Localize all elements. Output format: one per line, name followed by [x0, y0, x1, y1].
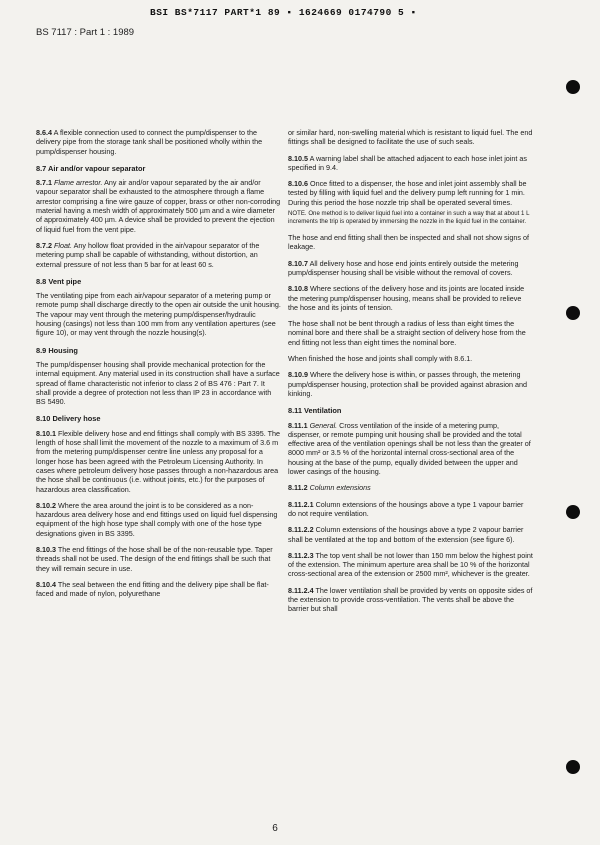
clause-text: All delivery hose and hose end joints entirely outside the metering pump/dispenser housing shall be visible without the removal of covers. — [288, 258, 519, 277]
clause-text: A flexible connection used to connect the pump/dispenser to the delivery pipe from the storage tank shall be positioned wholly within the pump/dispenser housing. — [36, 128, 263, 156]
right-text-column — [288, 128, 533, 621]
clause-number: 8.6.4 — [36, 128, 52, 137]
clause-paragraph — [288, 586, 533, 614]
clause-number: 8.7.2 — [36, 240, 52, 250]
clause-number: 8.10.8 — [288, 284, 308, 294]
clause-paragraph — [288, 319, 533, 347]
clause-text: The hose shall not be bent through a radius of less than eight times the nominal bore and there shall be a straight section of delivery hose from the end fitting not less than eight times the nominal bore. — [288, 319, 526, 347]
clause-paragraph — [288, 259, 533, 278]
scan-header-stamp: BSI BS*7117 PART*1 89 ▪ 1624669 0174790 5 ▪ — [150, 7, 417, 18]
clause-paragraph — [288, 354, 533, 363]
section-heading: 8.11 Ventilation — [288, 406, 342, 416]
clause-paragraph — [36, 545, 281, 573]
clause-number: 8.10.2 — [36, 500, 56, 510]
punch-hole-bottom — [566, 760, 580, 774]
clause-text: Flexible delivery hose and end fittings shall comply with BS 3395. The length of hose shall limit the movement of the nozzle to a maximum of 3.6 m from the metering pump/dispenser centre line unless any proposal for a longer hose has been agreed with the Petroleum Licensing Authority. In cases where petroleum delivery hose passes through a non-hazardous area the hose shall be continuous (i.e. without joints, etc.) for the purposes of hazardous area classification. — [36, 428, 280, 494]
section-heading: 8.7 Air and/or vapour separator — [36, 163, 146, 173]
clause-text: A warning label shall be attached adjacent to each hose inlet joint as specified in 9.4. — [288, 153, 527, 172]
punch-hole-lower — [566, 505, 580, 519]
clause-text: Where the area around the joint is to be considered as a non-hazardous area delivery hose and end fittings used on liquid fuel dispensing equipment of the high hose type shall comply with one of the hose type designations given in BS 3395. — [36, 500, 278, 538]
clause-number: 8.10.4 — [36, 579, 56, 589]
clause-number: 8.10.6 — [288, 179, 308, 189]
clause-paragraph — [288, 233, 533, 252]
page-number: 6 — [272, 823, 278, 834]
clause-number: 8.11.2.4 — [288, 585, 314, 595]
clause-number: 8.10.7 — [288, 258, 308, 268]
clause-paragraph — [36, 178, 281, 234]
punch-hole-top — [566, 80, 580, 94]
section-heading: 8.9 Housing — [36, 345, 78, 355]
clause-paragraph — [288, 421, 533, 477]
clause-text: Where the delivery hose is within, or passes through, the metering pump/dispenser housing, protection shall be provided against abrasion and kinking. — [288, 370, 527, 398]
clause-number: 8.11.2.1 — [288, 499, 314, 509]
clause-paragraph — [288, 128, 533, 147]
clause-paragraph — [36, 580, 281, 599]
left-text-column — [36, 128, 281, 605]
section-heading: 8.10 Delivery hose — [36, 414, 101, 424]
clause-text: The ventilating pipe from each air/vapour separator of a metering pump or remote pump shall discharge directly to the open air outside the unit housing. The vapour may vent through the metering pump/dispenser/hydraulic housing (casings) not less than 100 mm from any ventilation apertures (see figure 10), or may vent through the nozzle housing(s). — [36, 291, 281, 338]
clause-number: 8.7.1 — [36, 178, 52, 188]
clause-paragraph — [288, 500, 533, 519]
clause-title: Float. — [54, 240, 72, 250]
clause-text: The top vent shall be not lower than 150 mm below the highest point of the extension. The minimum aperture area shall be 10 % of the horizontal cross-sectional area of the extension or 2500 mm², whichever is the greater. — [288, 550, 533, 579]
clause-paragraph — [36, 128, 281, 156]
clause-number: 8.10.5 — [288, 153, 308, 163]
clause-paragraph — [36, 291, 281, 337]
clause-number: 8.11.2.2 — [288, 525, 314, 535]
section-heading: 8.8 Vent pipe — [36, 276, 82, 286]
clause-text: Column extensions of the housings above a type 1 vapour barrier do not require ventilation. — [288, 499, 524, 518]
clause-text: When finished the hose and joints shall comply with 8.6.1. — [288, 354, 473, 364]
clause-text: The seal between the end fitting and the delivery pipe shall be flat-faced and made of nylon, polyurethane — [36, 579, 269, 599]
clause-paragraph — [288, 370, 533, 398]
clause-text: Any air and/or vapour separated by the air and/or vapour separator shall be exhausted to the atmosphere through a flame arrestor comprising a fine wire gauze of copper, brass or other non-corroding material having a mesh width of approximately 500 µm and a wire diameter of approximately 400 µm. A device shall be provided to prevent the ejection of liquid fuel from the vent pipe. — [36, 178, 281, 234]
clause-paragraph — [36, 501, 281, 538]
clause-text: Column extensions of the housings above a type 2 vapour barrier shall be ventilated at the top and bottom of the extension (see figure 6). — [288, 525, 524, 544]
clause-text: Where sections of the delivery hose and its joints are located inside the metering pump/dispenser housing, means shall be provided to relieve the hose and its joints of tension. — [288, 284, 525, 312]
punch-hole-middle — [566, 306, 580, 320]
clause-paragraph — [288, 551, 533, 579]
clause-paragraph — [36, 429, 281, 494]
clause-title: General. — [309, 420, 338, 430]
clause-paragraph — [288, 154, 533, 173]
clause-paragraph — [288, 179, 533, 207]
clause-text: or similar hard, non-swelling material which is resistant to liquid fuel. The end fittings shall be designed to facilitate the use of such seals. — [288, 128, 533, 147]
clause-number: 8.10.3 — [36, 544, 56, 554]
clause-text: The end fittings of the hose shall be of the non-reusable type. Taper threads shall not be used. The design of the end fittings shall be such that they will remain secure in use. — [36, 544, 273, 573]
clause-title: Flame arrestor. — [54, 178, 103, 188]
document-id: BS 7117 : Part 1 : 1989 — [36, 27, 135, 38]
clause-paragraph — [288, 284, 533, 312]
clause-number: 8.11.1 — [288, 420, 308, 430]
clause-text: The pump/dispenser housing shall provide mechanical protection for the internal equipment. Any material used in its construction shall have a surface spread of flame characteristic not inferior to class 2 of BS 476 : Part 7. It shall provide a degree of protection not less than IP 23 in accordance with BS 5490. — [36, 359, 280, 407]
clause-number: 8.10.9 — [288, 370, 308, 380]
clause-text: Cross ventilation of the inside of a metering pump, dispenser, or remote pumping unit housing shall be provided and the total effective area of the ventilation openings shall be not less than the greater of 8000 mm² or 3.5 % of the horizontal internal cross-sectional area of the housing at the base of the pump, equally divided between the upper and lower casings of the housing. — [288, 420, 531, 477]
clause-paragraph — [288, 525, 533, 544]
clause-paragraph — [36, 241, 281, 269]
clause-text: The hose and end fitting shall then be inspected and shall not show signs of leakage. — [288, 233, 529, 252]
clause-text: The lower ventilation shall be provided by vents on opposite sides of the extension to provide cross-ventilation. The vents shall be above the barrier but shall — [288, 585, 533, 614]
clause-text: Any hollow float provided in the air/vapour separator of the metering pump shall be capable of withstanding, without distortion, an external pressure of not less than 5 bar for at least 60 s. — [36, 240, 260, 269]
clause-paragraph — [36, 360, 281, 406]
clause-text: Once fitted to a dispenser, the hose and inlet joint assembly shall be tested by filling with liquid fuel and the delivery pump left running for 1 min. During this period the hose nozzle trip shall be operated several times. — [288, 179, 527, 207]
clause-number: 8.10.1 — [36, 428, 56, 438]
clause-number: 8.11.2.3 — [288, 550, 314, 560]
note-text: NOTE. One method is to deliver liquid fuel into a container in such a way that at about 1 L increments the trip is operated by immersing the nozzle in the liquid fuel in the container. — [288, 210, 530, 226]
clause-subheading: 8.11.2 Column extensions — [288, 483, 371, 493]
